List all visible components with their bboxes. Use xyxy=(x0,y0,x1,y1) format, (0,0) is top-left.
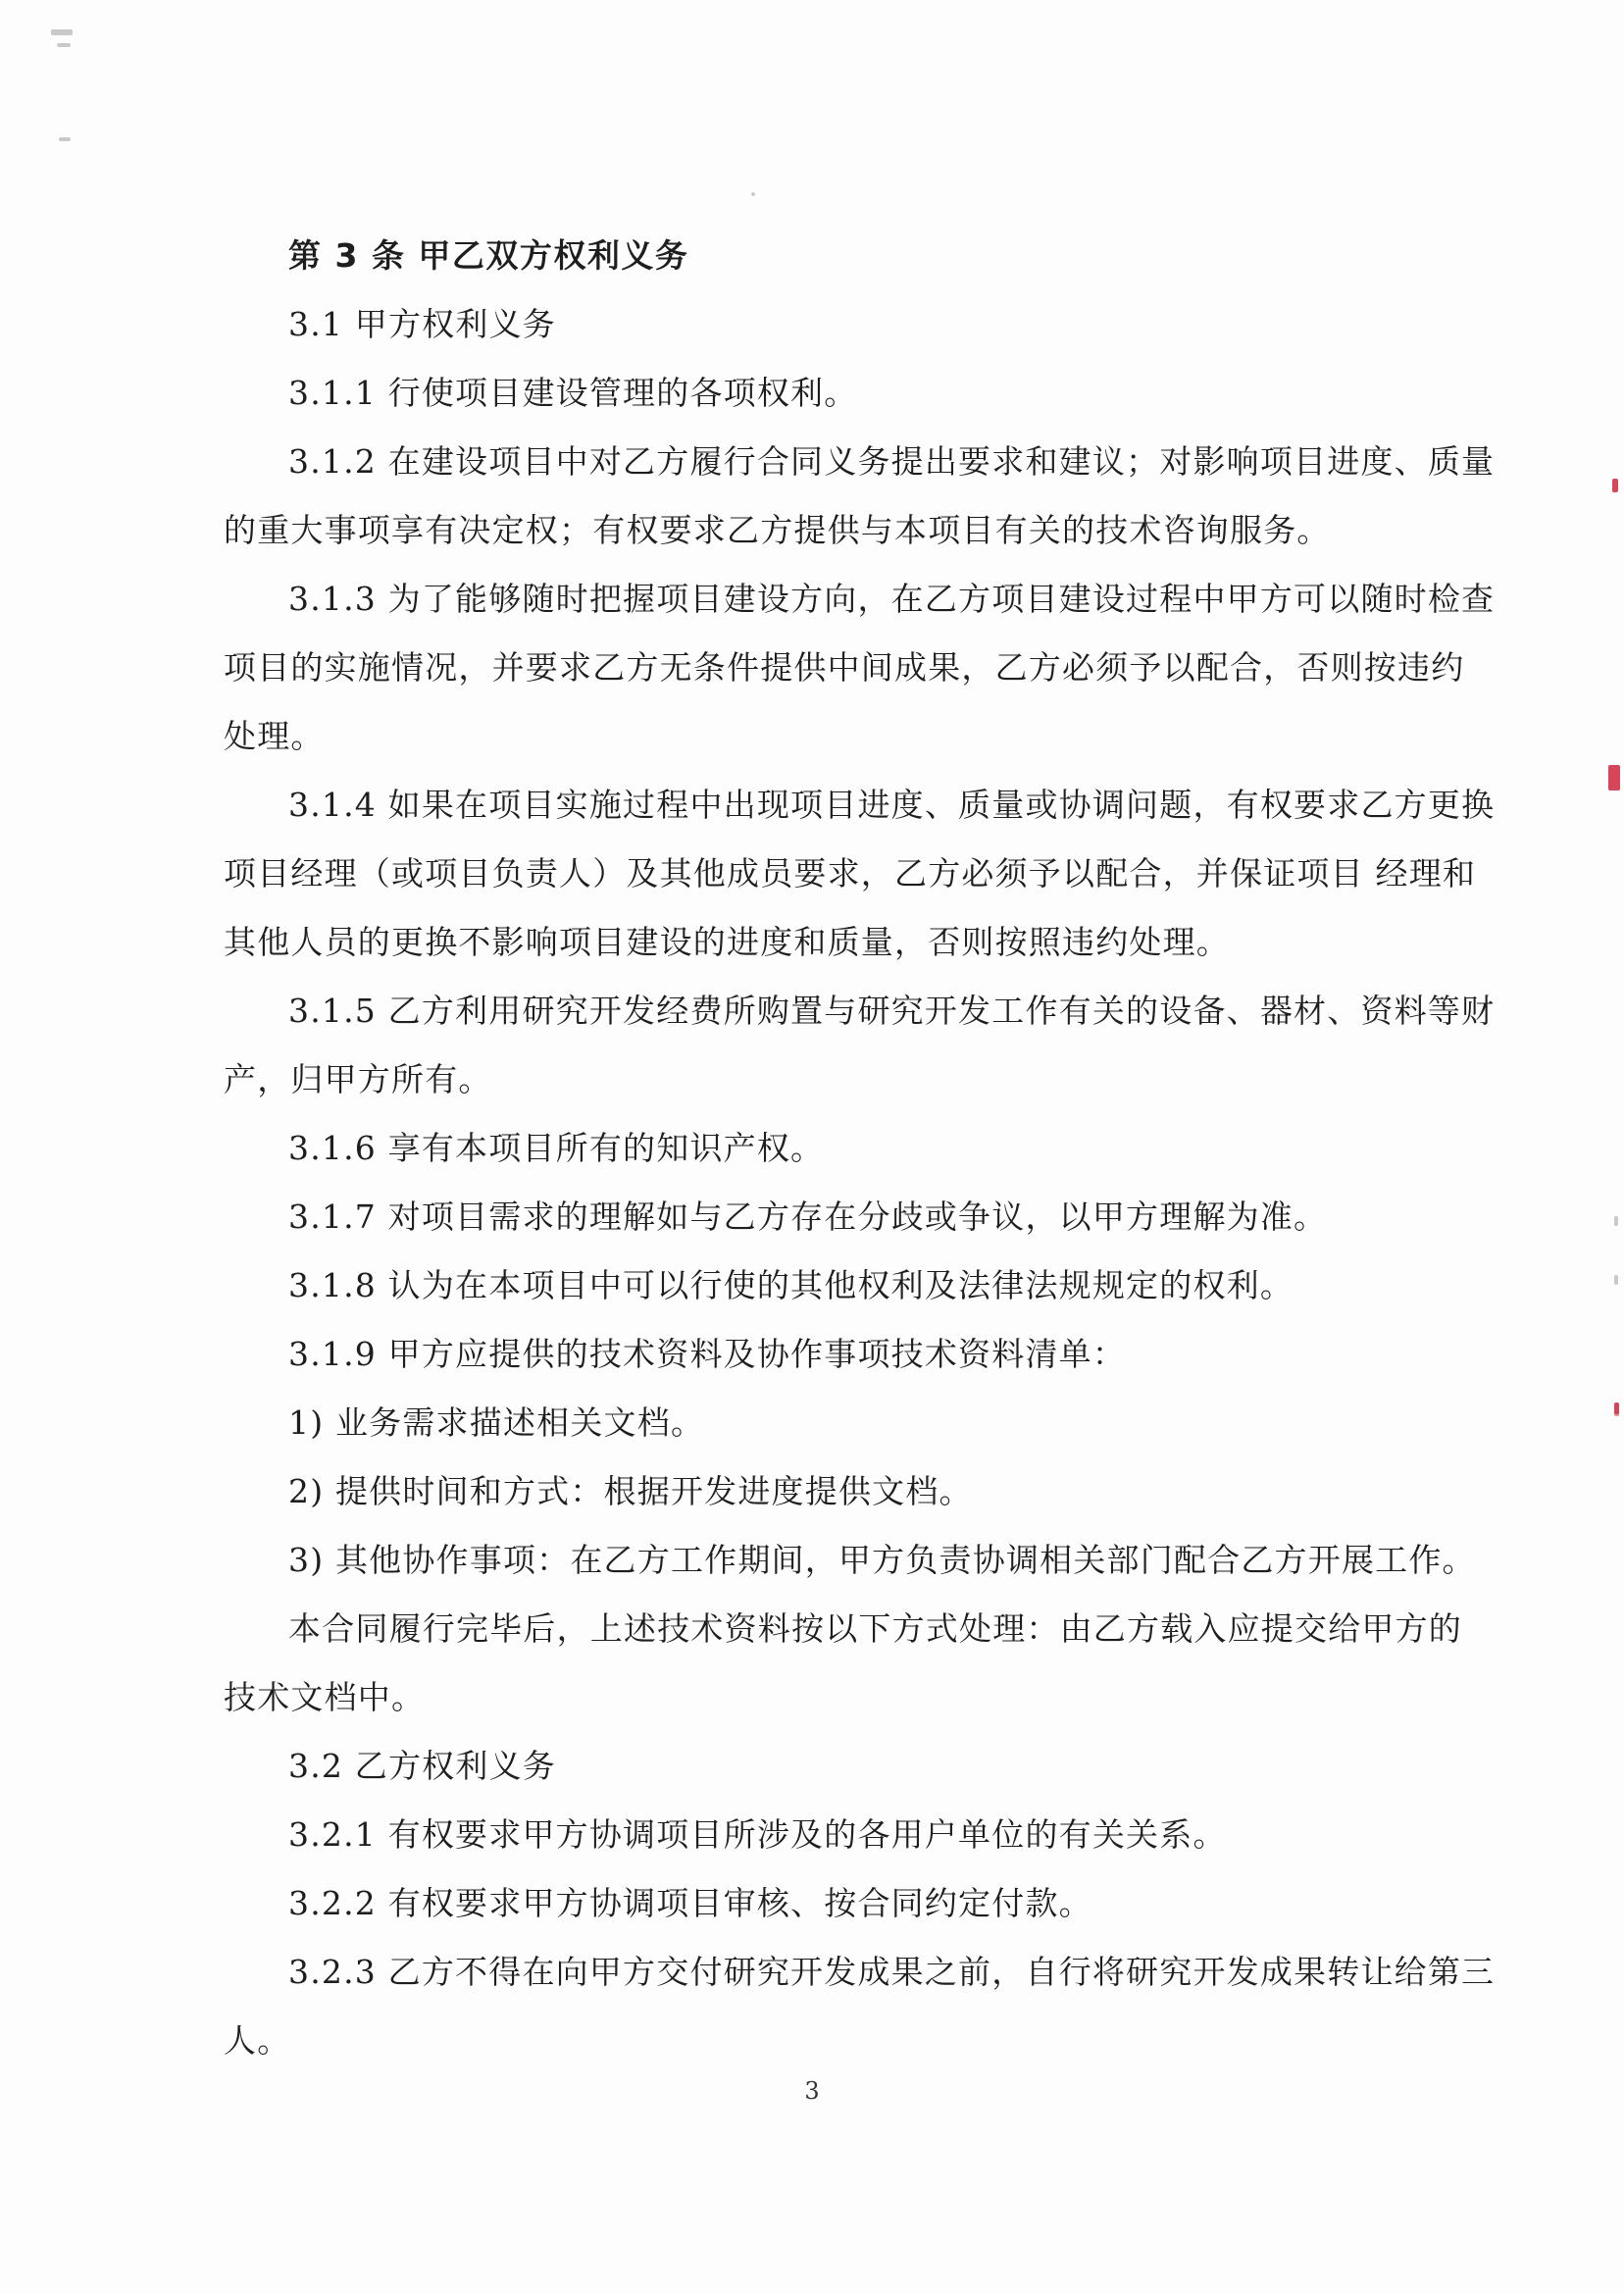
paragraph-line: 项目的实施情况，并要求乙方无条件提供中间成果，乙方必须予以配合，否则按违约 xyxy=(224,648,1465,687)
paragraph-line: 3.1 甲方权利义务 xyxy=(288,305,556,343)
scan-mark xyxy=(1614,1275,1618,1285)
paragraph-line: 3.1.5 乙方利用研究开发经费所购置与研究开发工作有关的设备、器材、资料等财 xyxy=(288,992,1496,1030)
paragraph-line: 人。 xyxy=(224,2021,291,2060)
paragraph-line: 处理。 xyxy=(224,717,325,755)
paragraph-line: 3.1.7 对项目需求的理解如与乙方存在分歧或争议，以甲方理解为准。 xyxy=(288,1198,1328,1236)
scan-mark xyxy=(751,192,755,196)
paragraph-line: 3.1.1 行使项目建设管理的各项权利。 xyxy=(288,374,858,412)
paragraph-line: 3.1.6 享有本项目所有的知识产权。 xyxy=(288,1129,825,1167)
page-number: 3 xyxy=(804,2077,820,2105)
list-item: 2) 提供时间和方式：根据开发进度提供文档。 xyxy=(288,1472,973,1510)
list-item: 3) 其他协作事项：在乙方工作期间，甲方负责协调相关部门配合乙方开展工作。 xyxy=(288,1541,1476,1579)
paragraph-line: 3.1.2 在建设项目中对乙方履行合同义务提出要求和建议；对影响项目进度、质量 xyxy=(288,442,1496,481)
paragraph-line: 3.1.3 为了能够随时把握项目建设方向，在乙方项目建设过程中甲方可以随时检查 xyxy=(288,580,1496,618)
scan-mark xyxy=(1608,765,1620,790)
paragraph-line: 3.1.4 如果在项目实施过程中出现项目进度、质量或协调问题，有权要求乙方更换 xyxy=(288,786,1496,824)
paragraph-line: 3.1.9 甲方应提供的技术资料及协作事项技术资料清单： xyxy=(288,1335,1127,1373)
scan-mark xyxy=(59,137,71,141)
paragraph-line: 技术文档中。 xyxy=(224,1678,426,1716)
paragraph-line: 3.2.3 乙方不得在向甲方交付研究开发成果之前，自行将研究开发成果转让给第三 xyxy=(288,1953,1496,1991)
scan-mark xyxy=(1612,479,1618,492)
paragraph-line: 产，归甲方所有。 xyxy=(224,1060,492,1098)
section-heading: 第 3 条 甲乙双方权利义务 xyxy=(288,236,689,275)
paragraph-line: 3.2.2 有权要求甲方协调项目审核、按合同约定付款。 xyxy=(288,1884,1092,1922)
scan-mark xyxy=(1614,1216,1618,1226)
paragraph-line: 3.1.8 认为在本项目中可以行使的其他权利及法律法规规定的权利。 xyxy=(288,1266,1294,1304)
paragraph-line: 的重大事项享有决定权；有权要求乙方提供与本项目有关的技术咨询服务。 xyxy=(224,511,1331,549)
scan-mark xyxy=(1614,1406,1619,1416)
paragraph-line: 项目经理（或项目负责人）及其他成员要求，乙方必须予以配合，并保证项目 经理和 xyxy=(224,854,1477,892)
paragraph-line: 本合同履行完毕后，上述技术资料按以下方式处理：由乙方载入应提交给甲方的 xyxy=(288,1609,1462,1648)
document-body xyxy=(224,228,1496,2075)
paragraph-line: 其他人员的更换不影响项目建设的进度和质量，否则按照违约处理。 xyxy=(224,923,1230,961)
scan-mark xyxy=(57,43,71,47)
list-item: 1) 业务需求描述相关文档。 xyxy=(288,1403,705,1442)
scan-mark xyxy=(51,29,73,35)
paragraph-line: 3.2 乙方权利义务 xyxy=(288,1747,556,1785)
paragraph-line: 3.2.1 有权要求甲方协调项目所涉及的各用户单位的有关关系。 xyxy=(288,1815,1227,1854)
